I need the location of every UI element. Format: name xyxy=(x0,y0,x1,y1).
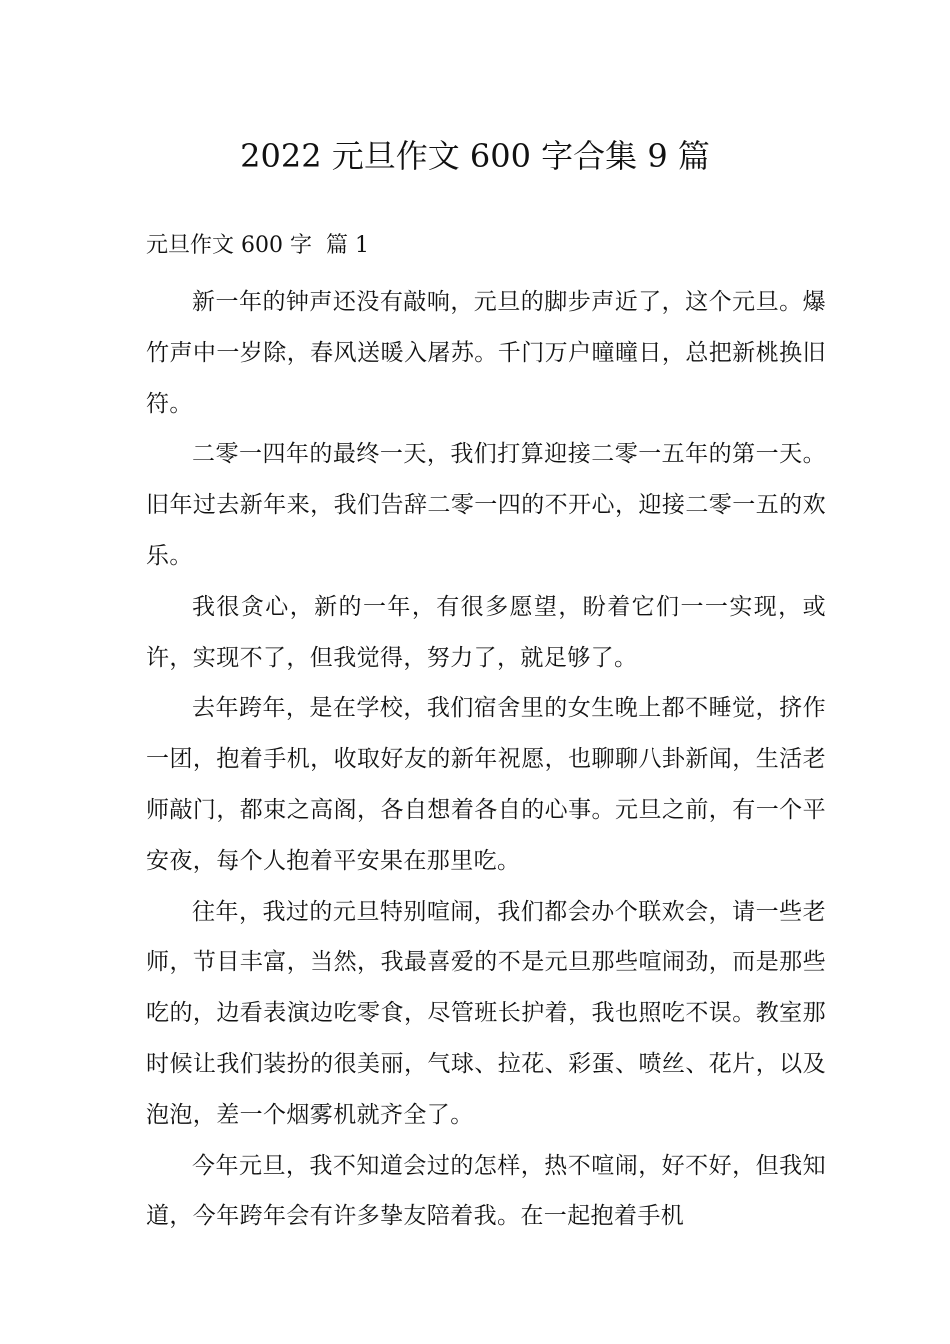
section-heading: 元旦作文 600 字 篇 1 xyxy=(146,233,369,258)
document-body xyxy=(146,277,826,1242)
paragraph: 二零一四年的最终一天，我们打算迎接二零一五年的第一天。旧年过去新年来，我们告辞二零一四的不开心，迎接二零一五的欢乐。 xyxy=(146,441,826,569)
paragraph: 今年元旦，我不知道会过的怎样，热不喧闹，好不好，但我知道，今年跨年会有许多挚友陪着我。在一起抱着手机 xyxy=(146,1152,826,1230)
paragraph: 去年跨年，是在学校，我们宿舍里的女生晚上都不睡觉，挤作一团，抱着手机，收取好友的新年祝愿，也聊聊八卦新闻，生活老师敲门，都束之高阁，各自想着各自的心事。元旦之前，有一个平安夜，每个人抱着平安果在那里吃。 xyxy=(146,695,826,874)
paragraph: 新一年的钟声还没有敲响，元旦的脚步声近了，这个元旦。爆竹声中一岁除，春风送暖入屠苏。千门万户曈曈日，总把新桃换旧符。 xyxy=(146,289,826,417)
paragraph: 往年，我过的元旦特别喧闹，我们都会办个联欢会，请一些老师，节目丰富，当然，我最喜爱的不是元旦那些喧闹劲，而是那些吃的，边看表演边吃零食，尽管班长护着，我也照吃不误。教室那时候让我们装扮的很美丽，气球、拉花、彩蛋、喷丝、花片，以及泡泡，差一个烟雾机就齐全了。 xyxy=(146,898,826,1128)
document-title: 2022 元旦作文 600 字合集 9 篇 xyxy=(240,137,710,175)
paragraph: 我很贪心，新的一年，有很多愿望，盼着它们一一实现，或许，实现不了，但我觉得，努力了，就足够了。 xyxy=(146,593,826,671)
